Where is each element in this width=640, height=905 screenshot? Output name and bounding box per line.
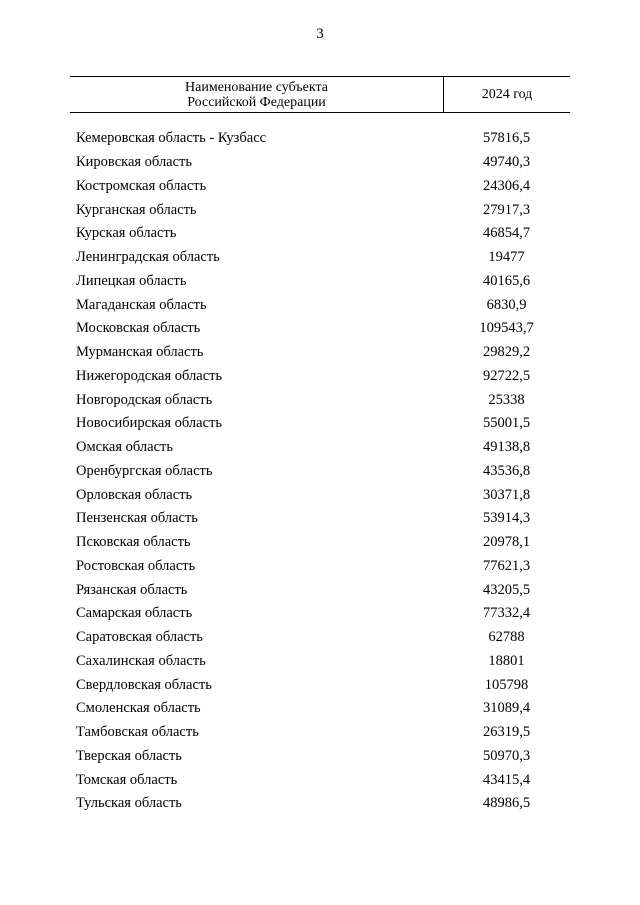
region-name: Самарская область	[76, 605, 193, 622]
table-row	[76, 127, 570, 151]
table-row	[76, 602, 570, 626]
region-value: 27917,3	[482, 201, 531, 218]
region-name: Курганская область	[76, 201, 197, 218]
region-name: Орловская область	[76, 486, 193, 503]
region-name: Тамбовская область	[76, 724, 199, 741]
region-value: 50970,3	[482, 747, 531, 764]
table-row	[76, 650, 570, 674]
region-value: 48986,5	[482, 795, 531, 812]
table-row	[76, 673, 570, 697]
region-value: 77621,3	[482, 557, 531, 574]
region-value: 31089,4	[482, 700, 531, 717]
region-name: Кемеровская область - Кузбасс	[76, 130, 267, 147]
region-value: 53914,3	[482, 510, 531, 527]
region-value: 29829,2	[482, 344, 531, 361]
table-row	[76, 507, 570, 531]
table-row	[76, 175, 570, 199]
region-name: Оренбургская область	[76, 462, 213, 479]
header-subject-name	[70, 77, 444, 112]
table-row	[76, 151, 570, 175]
table-header	[70, 76, 570, 113]
region-name: Костромская область	[76, 177, 207, 194]
table-row	[76, 222, 570, 246]
region-name: Кировская область	[76, 154, 193, 171]
header-name-line2: Российской Федерации	[187, 94, 326, 110]
region-name: Сахалинская область	[76, 652, 206, 669]
region-value: 57816,5	[482, 130, 531, 147]
region-name: Ленинградская область	[76, 249, 220, 266]
region-value: 55001,5	[482, 415, 531, 432]
region-value: 26319,5	[482, 724, 531, 741]
region-value: 20978,1	[482, 534, 531, 551]
region-name: Нижегородская область	[76, 367, 223, 384]
region-value: 43536,8	[482, 462, 531, 479]
table-row	[76, 270, 570, 294]
region-value: 77332,4	[482, 605, 531, 622]
region-value: 62788	[488, 629, 525, 646]
table-row	[76, 246, 570, 270]
table-body	[76, 127, 570, 816]
header-year: 2024 год	[481, 87, 533, 102]
region-name: Московская область	[76, 320, 201, 337]
table-row	[76, 626, 570, 650]
table-row	[76, 365, 570, 389]
region-value: 6830,9	[486, 296, 527, 313]
region-name: Псковская область	[76, 534, 191, 551]
region-value: 49740,3	[482, 154, 531, 171]
region-name: Липецкая область	[76, 272, 187, 289]
region-name: Свердловская область	[76, 676, 212, 693]
table-row	[76, 317, 570, 341]
region-name: Томская область	[76, 771, 178, 788]
table-row	[76, 412, 570, 436]
region-name: Мурманская область	[76, 344, 204, 361]
table-row	[76, 293, 570, 317]
region-value: 24306,4	[482, 177, 531, 194]
region-name: Новосибирская область	[76, 415, 222, 432]
table-row	[76, 483, 570, 507]
region-value: 43205,5	[482, 581, 531, 598]
region-value: 92722,5	[482, 367, 531, 384]
table-row	[76, 745, 570, 769]
region-name: Магаданская область	[76, 296, 207, 313]
region-name: Тверская область	[76, 747, 182, 764]
region-value: 105798	[484, 676, 529, 693]
region-value: 18801	[488, 652, 525, 669]
region-name: Курская область	[76, 225, 177, 242]
header-name-line1: Наименование субъекта	[185, 79, 328, 95]
region-name: Смоленская область	[76, 700, 201, 717]
table-row	[76, 792, 570, 816]
region-name: Саратовская область	[76, 629, 203, 646]
table-row	[76, 388, 570, 412]
region-value: 25338	[488, 391, 525, 408]
region-value: 46854,7	[482, 225, 531, 242]
region-value: 40165,6	[482, 272, 531, 289]
table-row	[76, 721, 570, 745]
region-name: Омская область	[76, 439, 173, 456]
region-value: 109543,7	[479, 320, 534, 337]
region-name: Тульская область	[76, 795, 182, 812]
table-row	[76, 531, 570, 555]
region-value: 19477	[488, 249, 525, 266]
region-name: Ростовская область	[76, 557, 196, 574]
region-value: 43415,4	[482, 771, 531, 788]
region-name: Новгородская область	[76, 391, 213, 408]
table-row	[76, 341, 570, 365]
region-name: Рязанская область	[76, 581, 188, 598]
table-row	[76, 198, 570, 222]
region-name: Пензенская область	[76, 510, 198, 527]
table-row	[76, 578, 570, 602]
region-value: 30371,8	[482, 486, 531, 503]
table-row	[76, 555, 570, 579]
region-value: 49138,8	[482, 439, 531, 456]
table-row	[76, 768, 570, 792]
table-row	[76, 697, 570, 721]
table-row	[76, 436, 570, 460]
table-row	[76, 460, 570, 484]
page-number: 3	[316, 26, 324, 42]
